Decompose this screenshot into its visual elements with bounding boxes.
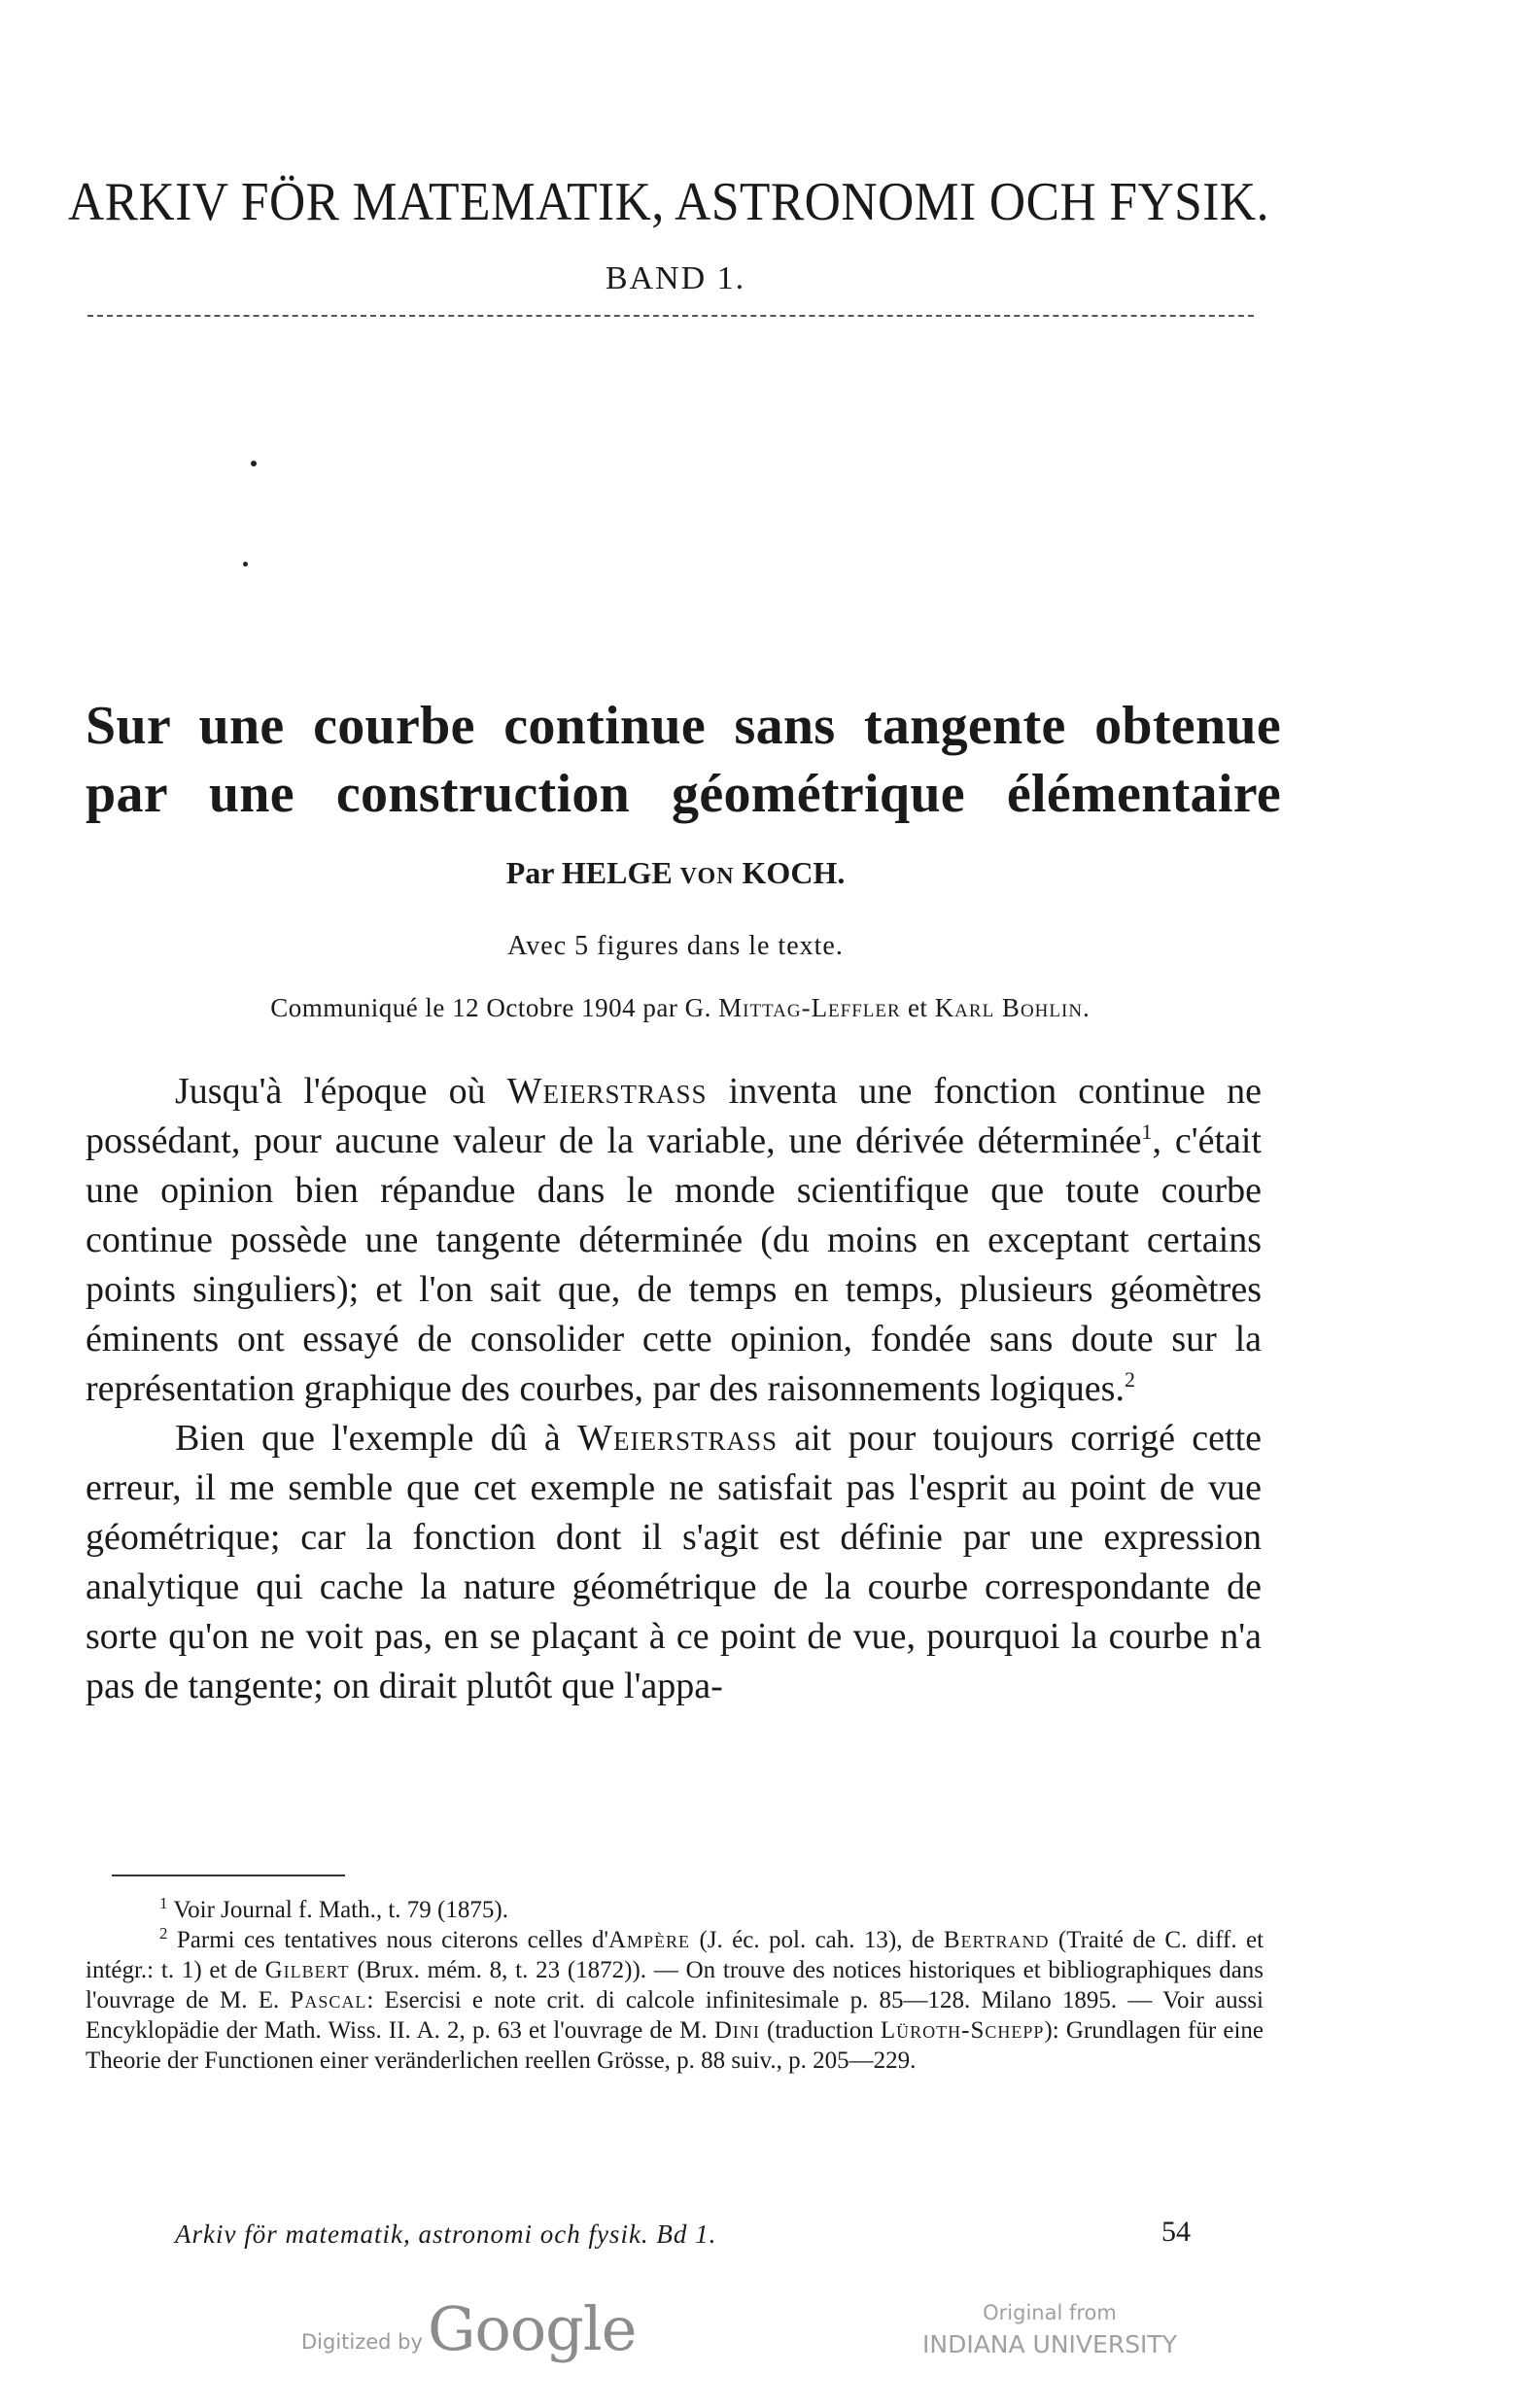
institution-label: INDIANA UNIVERSITY <box>922 2330 1177 2358</box>
volume-label: BAND 1. <box>605 260 746 296</box>
google-logo: Google <box>428 2293 637 2364</box>
article-title <box>86 692 1281 828</box>
name-weierstrass: Weierstrass <box>506 1071 708 1112</box>
footnote-text: (traduction <box>767 2017 874 2044</box>
communique-prefix: Communiqué le 12 Octobre 1904 par G. <box>270 993 711 1022</box>
footnote-text: (Brux. mém. 8, t. 23 (1872)). — On trouve des notices historiques et bibliographiques dans l'ouvrage de M. E. <box>86 1957 1264 2013</box>
paragraph-2 <box>86 1414 1262 1711</box>
footnote-rule <box>112 1875 345 1876</box>
running-footer: Arkiv för matematik, astronomi och fysik. Bd 1. <box>175 2219 717 2249</box>
footnote-text: : Esercisi e note crit. di calcole infinitesimale p. 85—128. Milano 1895. — Voir aussi Encyklopädie der Math. Wiss. II. A. 2, p. 63 et l'ouvrage de M. <box>86 1987 1264 2044</box>
footnote-text: (Traité de C. diff. et intégr.: t. 1) et de <box>86 1927 1264 1983</box>
author-byline <box>0 855 1351 891</box>
text-run: Jusqu'à l'époque où <box>175 1071 486 1112</box>
name-ampere: Ampère <box>607 1927 691 1953</box>
footnote-ref-2: 2 <box>1124 1367 1135 1392</box>
body-text <box>86 1067 1262 1711</box>
communication-note <box>112 993 1249 1023</box>
footnote-text: (J. éc. pol. cah. 13), de <box>699 1927 935 1953</box>
header-rule <box>87 315 1254 317</box>
footnote-ref-1: 1 <box>1141 1119 1153 1144</box>
name-weierstrass: Weierstrass <box>577 1418 779 1459</box>
name-pascal: Pascal <box>290 1987 367 2013</box>
text-run: ait pour toujours corrigé cette erreur, il me semble que cet exemple ne satisfait pas l'esprit au point de vue géométrique; car la fonction dont il s'agit est définie par une expression analytique qui cache la nature géométrique de la courbe correspondante de sorte qu'on ne voit pas, en se plaçant à ce point de vue, pourquoi la courbe n'a pas de tangente; on dirait plutôt que l'appa- <box>86 1418 1262 1706</box>
footnote-1 <box>86 1895 1264 1925</box>
original-from-label: Original from <box>983 2301 1117 2324</box>
text-run: Bien que l'exemple dû à <box>175 1418 561 1459</box>
footnote-text: ): Grundlagen für eine Theorie der Functionen einer veränderlichen reellen Grösse, p. 88 suiv., p. 205—229. <box>86 2017 1264 2074</box>
name-gilbert: Gilbert <box>264 1957 350 1983</box>
footnotes <box>86 1895 1264 2076</box>
name-luroth-schepp: Lüroth-Schepp <box>880 2017 1045 2044</box>
communicator-name-1: Mittag-Leffler <box>718 993 901 1022</box>
text-run: , c'était une opinion bien répandue dans le monde scientifique que toute courbe continue possède une tangente déterminée (du moins en exceptant certains points singuliers); et l'on sait que, de temps en temps, plusieurs géomètres éminents ont essayé de consolider cette opinion, fondée sans doute sur la représentation graphique des courbes, par des raisonnements logiques. <box>86 1120 1262 1409</box>
text-run: inventa une fonction continue ne possédant, pour aucune valeur de la variable, une dérivée déterminée <box>86 1071 1262 1161</box>
name-dini: Dini <box>713 2017 760 2044</box>
footnote-mark: 1 <box>159 1894 168 1912</box>
footnote-mark: 2 <box>159 1924 168 1943</box>
communicator-name-2: Karl Bohlin. <box>934 993 1091 1022</box>
footnote-text: Voir Journal f. Math., t. 79 (1875). <box>173 1897 508 1923</box>
footnote-2 <box>86 1925 1264 2076</box>
footnote-text: Parmi ces tentatives nous citerons celles d' <box>176 1927 608 1953</box>
byline-particle: VON <box>679 864 735 889</box>
article-title-line-1: Sur une courbe continue sans tangente obtenue <box>86 696 1281 756</box>
byline-surname: KOCH. <box>742 855 846 890</box>
figures-note: Avec 5 figures dans le texte. <box>507 931 844 961</box>
print-speck <box>243 562 248 567</box>
name-bertrand: Bertrand <box>943 1927 1050 1953</box>
communique-and: et <box>907 993 928 1022</box>
digitized-by-label: Digitized by <box>301 2330 423 2354</box>
byline-prefix: Par HELGE <box>505 855 673 890</box>
paragraph-1 <box>86 1067 1262 1414</box>
page-number: 54 <box>1161 2216 1191 2248</box>
print-speck <box>251 461 257 466</box>
article-title-line-2: par une construction géométrique élémentaire <box>86 764 1281 824</box>
journal-title: ARKIV FÖR MATEMATIK, ASTRONOMI OCH FYSIK. <box>68 172 1269 232</box>
